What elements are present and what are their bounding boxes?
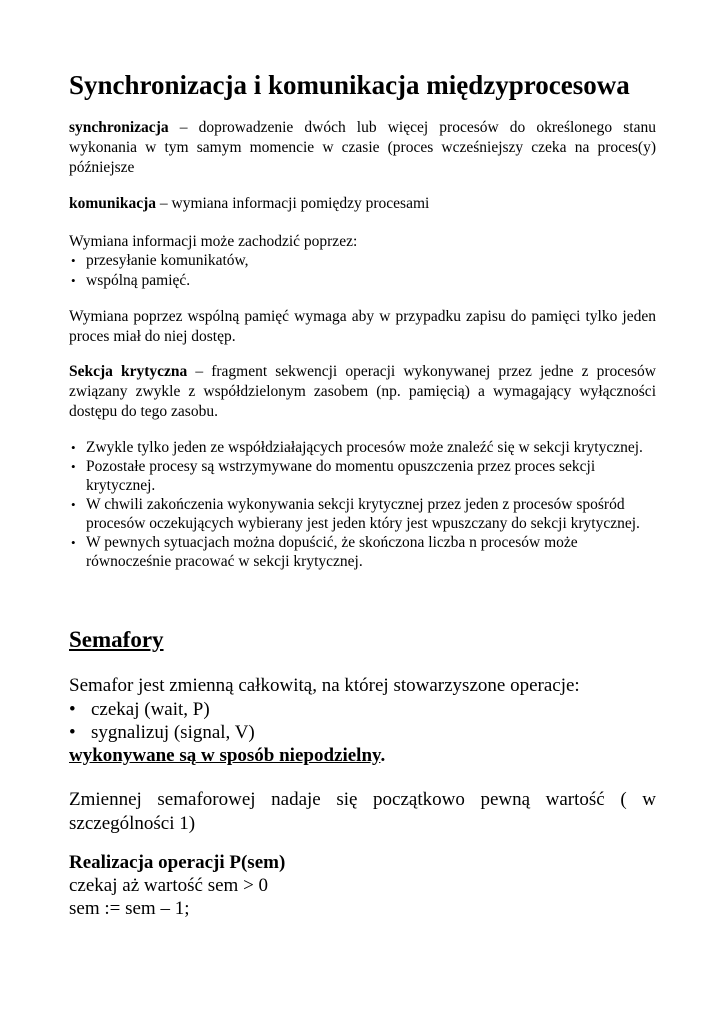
synchronization-term: synchronizacja	[69, 119, 169, 136]
page-title: Synchronizacja i komunikacja międzyprocesowa	[69, 70, 630, 100]
semafory-heading: Semafory	[69, 627, 164, 652]
realization-line: czekaj aż wartość sem > 0	[69, 875, 269, 896]
synchronization-definition	[69, 118, 656, 178]
synchronization-text: – doprowadzenie dwóch lub więcej procesów do określonego stanu wykonania w tym samym momencie w czasie (proces wcześniejszy czeka na proces(y) późniejsze	[69, 119, 656, 176]
exchange-item: • przesyłanie komunikatów,	[69, 251, 656, 271]
semafor-intro: Semafor jest zmienną całkowitą, na której stowarzyszone operacje:	[69, 675, 580, 696]
atomic-period: .	[380, 745, 386, 766]
communication-text: – wymiana informacji pomiędzy procesami	[156, 195, 430, 212]
atomic-note	[69, 744, 656, 768]
realization-line: sem := sem – 1;	[69, 898, 190, 919]
exchange-item: • wspólną pamięć.	[69, 271, 656, 291]
exchange-intro: Wymiana informacji może zachodzić poprzez:	[69, 233, 358, 250]
semafor-operations	[69, 698, 656, 744]
shared-memory-paragraph: Wymiana poprzez wspólną pamięć wymaga aby w przypadku zapisu do pamięci tylko jeden proces miał do niej dostęp.	[69, 308, 656, 345]
atomic-text: wykonywane są w sposób niepodzielny	[69, 745, 381, 766]
critical-section-points	[69, 438, 646, 571]
critical-section-term: Sekcja krytyczna	[69, 363, 188, 380]
exchange-list	[69, 251, 656, 291]
semafor-operation: • czekaj (wait, P)	[69, 698, 656, 721]
critical-point: • W chwili zakończenia wykonywania sekcji krytycznej przez jeden z procesów spośród procesów oczekujących wybierany jest jeden który jest wpuszczany do sekcji krytycznej.	[69, 495, 646, 533]
critical-point: • Pozostałe procesy są wstrzymywane do momentu opuszczenia przez proces sekcji krytycznej.	[69, 457, 646, 495]
initial-value-paragraph: Zmiennej semaforowej nadaje się początkowo pewną wartość ( w szczególności 1)	[69, 789, 656, 834]
communication-definition	[69, 194, 656, 214]
semafor-operation: • sygnalizuj (signal, V)	[69, 721, 656, 744]
realization-title: Realizacja operacji P(sem)	[69, 852, 286, 873]
critical-point: • W pewnych sytuacjach można dopuścić, że skończona liczba n procesów może równocześnie pracować w sekcji krytycznej.	[69, 533, 646, 571]
critical-point: • Zwykle tylko jeden ze współdziałających procesów może znaleźć się w sekcji krytycznej.	[69, 438, 646, 457]
critical-section-definition	[69, 362, 656, 422]
communication-term: komunikacja	[69, 195, 156, 212]
critical-section-text: – fragment sekwencji operacji wykonywanej przez jedne z procesów związany zwykle z współdzielonym zasobem (np. pamięcią) a wymagający wyłączności dostępu do tego zasobu.	[69, 363, 657, 420]
